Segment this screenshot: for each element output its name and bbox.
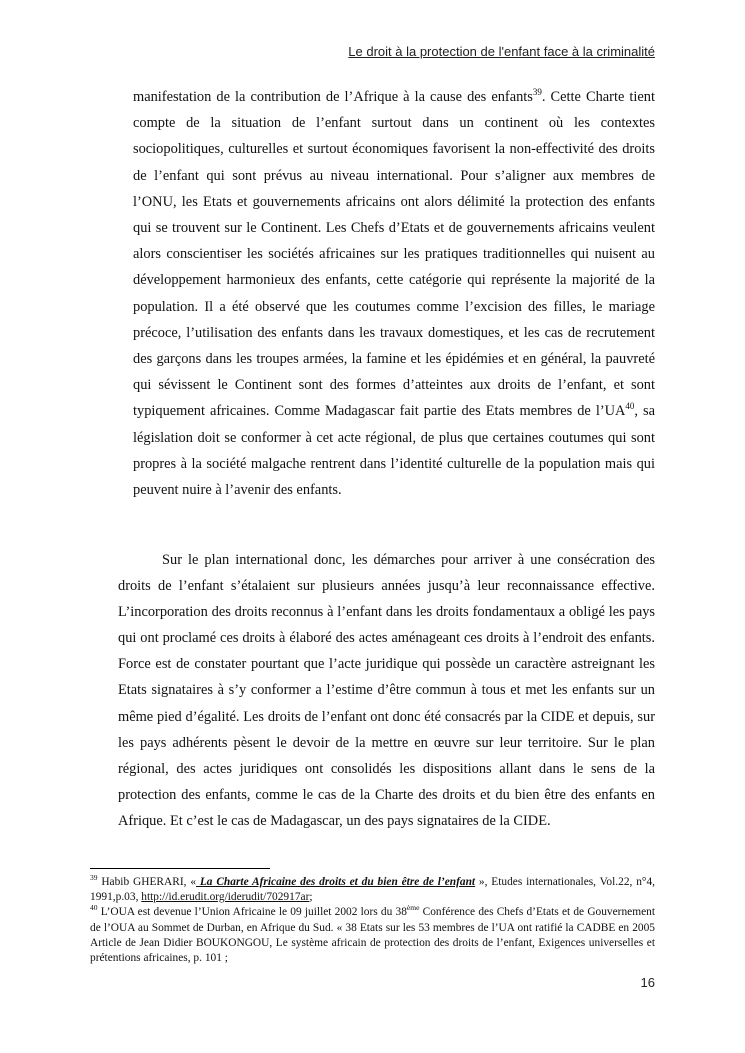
footnote-39-number: 39 [90, 873, 98, 883]
footnote-ref-39[interactable]: 39 [532, 87, 542, 98]
footnote-39-details: », Etudes internationales, Vol.22, n°4, 1991,p.03, [90, 876, 655, 904]
footnote-39-title: La Charte Africaine des droits et du bien être de l’enfant [196, 876, 476, 888]
paragraph-1-text-start: manifestation de la contribution de l’Afrique à la cause des enfants [133, 89, 533, 105]
paragraph-1-text-middle: . Cette Charte tient compte de la situation de l’enfant surtout dans un continent où les contextes sociopolitiques, culturelles et surtout économiques favorisent la non-effectivité des droits de l’enfant qui sont prévus au niveau international. Pour s’aligner aux membres de l’ONU, les Etats et gouvernements africains ont alors délimité la protection des enfants qui se trouvent sur le Continent. Les Chefs d’Etats et de gouvernements africains veulent alors conscientiser les sociétés africaines sur les pratiques traditionnelles qui nuisent au développement harmonieux des enfants, cette catégorie qui représente la majorité de la population. Il a été observé que les coutumes comme l’excision des filles, le mariage précoce, l’utilisation des enfants dans les travaux domestiques, et les cas de recrutement des garçons dans les troupes armées, la famine et les épidémies et en général, la pauvreté qui sévissent le Continent sont des formes d’atteintes aux droits de l’enfant, et sont typiquement africaines. Comme Madagascar fait partie des Etats membres de l’UA [133, 89, 655, 420]
footnote-39 [90, 875, 655, 905]
footnote-39-end: ; [309, 891, 313, 904]
footnotes [90, 875, 655, 966]
footnote-40-number: 40 [90, 903, 98, 913]
footnote-40 [90, 905, 655, 966]
footnote-ref-40[interactable]: 40 [625, 401, 635, 412]
body-paragraph-2: Sur le plan international donc, les démarches pour arriver à une consécration des droits de l’enfant s’étalaient sur plusieurs années jusqu’à leur reconnaissance effective. L’incorporation des droits reconnus à l’enfant dans les droits fondamentaux a obligé les pays qui ont proclamé ces droits à élaboré des actes aménageant ces droits à l’endroit des enfants. Force est de constater pourtant que l’acte juridique qui possède un caractère astreignant les Etats signataires à s’y conformer a l’estime d’être commun à tous et met les enfants sur un même pied d’égalité. Les droits de l’enfant ont donc été consacrés par la CIDE et depuis, sur les pays adhérents pèsent le devoir de la mettre en œuvre sur leur territoire. Sur le plan régional, des actes juridiques ont consolidés les dispositions allant dans le sens de la protection des enfants, comme le cas de la Charte des droits et du bien être des enfants en Afrique. Et c’est le cas de Madagascar, un des pays signataires de la CIDE. [118, 552, 655, 829]
footnote-40-text-start: L’OUA est devenue l’Union Africaine le 09 juillet 2002 lors du 38 [97, 906, 407, 919]
footnote-39-link[interactable]: http://id.erudit.org/iderudit/702917ar [141, 891, 310, 904]
footnote-separator [90, 868, 270, 869]
running-header: Le droit à la protection de l'enfant face à la criminalité [348, 44, 655, 59]
paragraph-1-text-end: , sa législation doit se conformer à cet acte régional, de plus que certaines coutumes qui sont propres à la société malgache rentrent dans l’identité culturelle de la population mais qui peuvent nuire à l’avenir des enfants. [133, 403, 655, 499]
footnote-39-author: Habib GHERARI, « [97, 876, 197, 888]
footnote-40-ordinal: ème [406, 903, 420, 913]
footnote-40-text-end: Conférence des Chefs d’Etats et de Gouvernement de l’OUA au Sommet de Durban, en Afrique du Sud. « 38 Etats sur les 53 membres de l’UA ont ratifié la CADBE en 2005 Article de Jean Didier BOUKONGOU, Le système africain de protection des droits de l’enfant, Exigences universelles et prétentions africaines, p. 101 ; [90, 906, 656, 965]
page-number: 16 [640, 975, 655, 990]
body-paragraph-1 [133, 84, 655, 503]
